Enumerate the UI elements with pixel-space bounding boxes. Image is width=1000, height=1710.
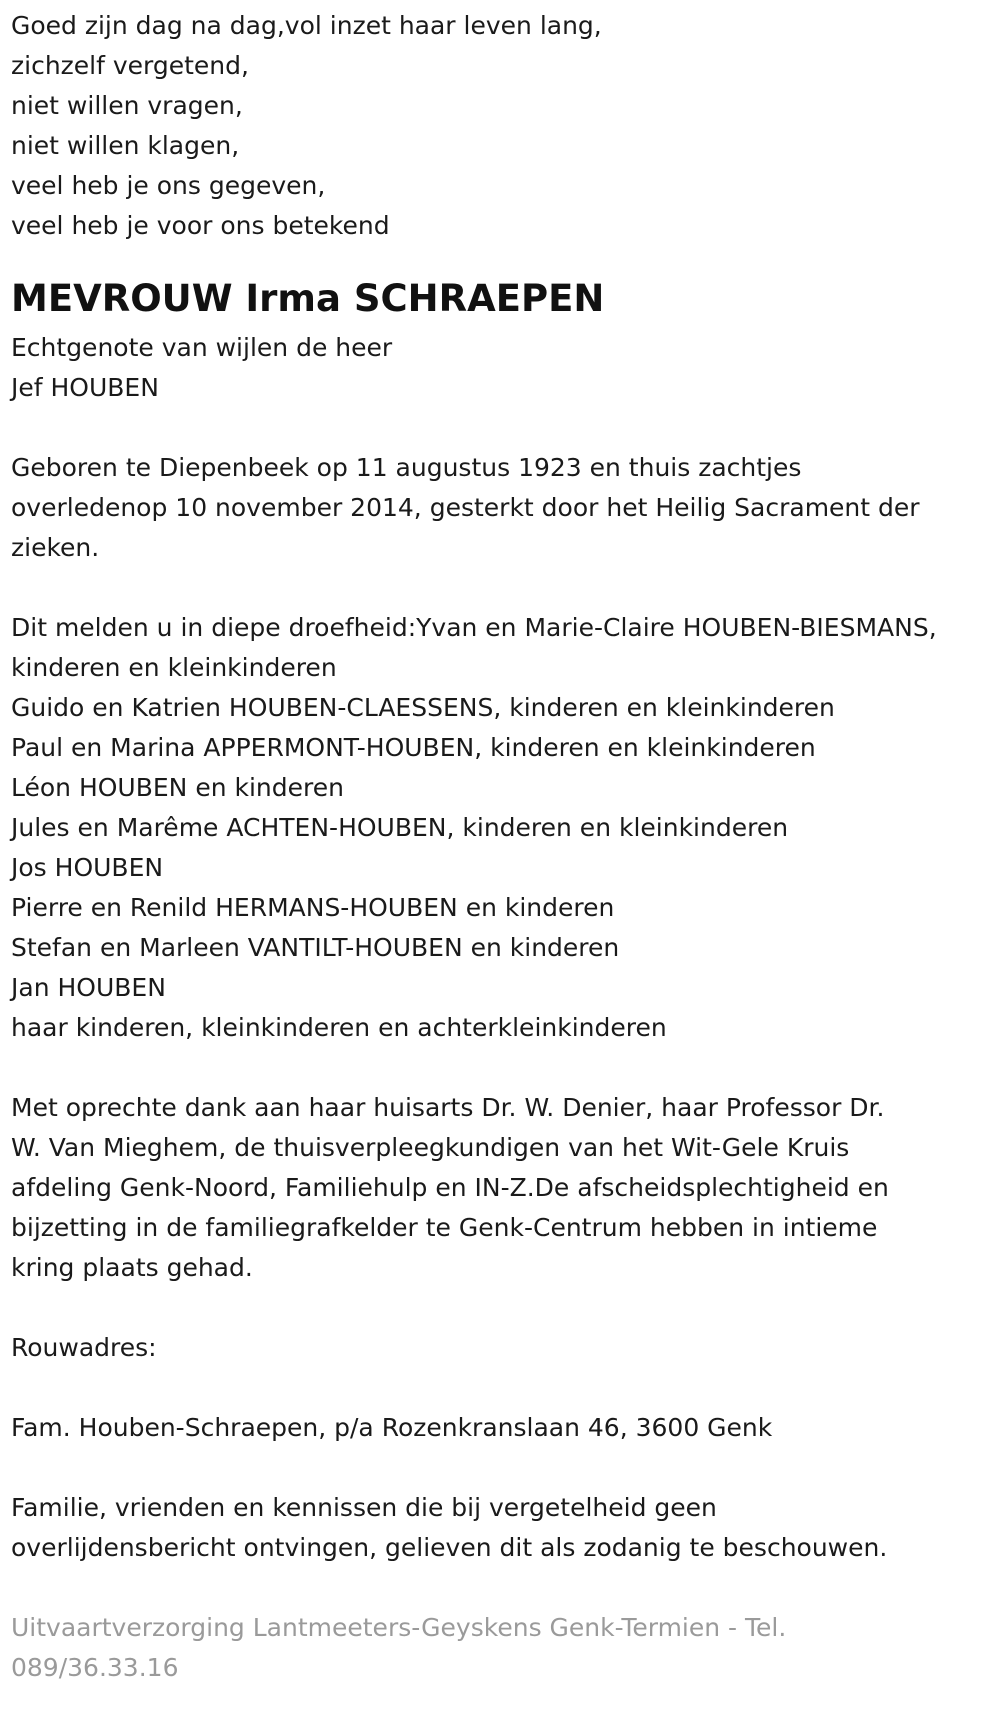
deceased-name: MEVROUW Irma SCHRAEPEN xyxy=(11,277,605,320)
address-label: Rouwadres: xyxy=(11,1333,157,1362)
poem-line: niet willen klagen, xyxy=(11,131,240,160)
poem-line: zichzelf vergetend, xyxy=(11,51,249,80)
footer-line: 089/36.33.16 xyxy=(11,1653,179,1682)
birth-line: Geboren te Diepenbeek op 11 augustus 1923 en thuis zachtjes xyxy=(11,453,802,482)
family-line: Jules en Marême ACHTEN-HOUBEN, kinderen en kleinkinderen xyxy=(11,813,789,842)
obituary-page xyxy=(0,6,991,1688)
thanks-paragraph xyxy=(11,1088,991,1288)
birth-line: zieken. xyxy=(11,533,100,562)
family-line: Dit melden u in diepe droefheid:Yvan en Marie-Claire HOUBEN-BIESMANS, xyxy=(11,613,937,642)
poem xyxy=(11,6,991,246)
birth-line: overledenop 10 november 2014, gesterkt door het Heilig Sacrament der xyxy=(11,493,920,522)
family-line: haar kinderen, kleinkinderen en achterkleinkinderen xyxy=(11,1013,667,1042)
poem-line: veel heb je voor ons betekend xyxy=(11,211,390,240)
notice-line: overlijdensbericht ontvingen, gelieven dit als zodanig te beschouwen. xyxy=(11,1533,888,1562)
funeral-home-footer xyxy=(11,1608,991,1688)
family-line: Léon HOUBEN en kinderen xyxy=(11,773,344,802)
poem-line: niet willen vragen, xyxy=(11,91,243,120)
spouse-info xyxy=(11,328,991,408)
spouse-line: Echtgenote van wijlen de heer xyxy=(11,333,393,362)
family-line: Stefan en Marleen VANTILT-HOUBEN en kinderen xyxy=(11,933,620,962)
poem-line: Goed zijn dag na dag,vol inzet haar leven lang, xyxy=(11,11,602,40)
notice-paragraph xyxy=(11,1488,991,1568)
thanks-line: kring plaats gehad. xyxy=(11,1253,253,1282)
family-list xyxy=(11,608,991,1048)
family-line: Jan HOUBEN xyxy=(11,973,166,1002)
family-line: Jos HOUBEN xyxy=(11,853,164,882)
family-line: Paul en Marina APPERMONT-HOUBEN, kinderen en kleinkinderen xyxy=(11,733,816,762)
thanks-line: bijzetting in de familiegrafkelder te Genk-Centrum hebben in intieme xyxy=(11,1213,878,1242)
footer-line: Uitvaartverzorging Lantmeeters-Geyskens Genk-Termien - Tel. xyxy=(11,1613,787,1642)
family-line: Pierre en Renild HERMANS-HOUBEN en kinderen xyxy=(11,893,615,922)
family-line: Guido en Katrien HOUBEN-CLAESSENS, kinderen en kleinkinderen xyxy=(11,693,835,722)
thanks-line: Met oprechte dank aan haar huisarts Dr. W. Denier, haar Professor Dr. xyxy=(11,1093,885,1122)
mourning-address: Fam. Houben-Schraepen, p/a Rozenkranslaan 46, 3600 Genk xyxy=(11,1413,773,1442)
birth-death-info xyxy=(11,448,991,568)
poem-line: veel heb je ons gegeven, xyxy=(11,171,326,200)
notice-line: Familie, vrienden en kennissen die bij vergetelheid geen xyxy=(11,1493,717,1522)
family-line: kinderen en kleinkinderen xyxy=(11,653,337,682)
thanks-line: W. Van Mieghem, de thuisverpleegkundigen van het Wit-Gele Kruis xyxy=(11,1133,850,1162)
spouse-line: Jef HOUBEN xyxy=(11,373,159,402)
thanks-line: afdeling Genk-Noord, Familiehulp en IN-Z.De afscheidsplechtigheid en xyxy=(11,1173,889,1202)
